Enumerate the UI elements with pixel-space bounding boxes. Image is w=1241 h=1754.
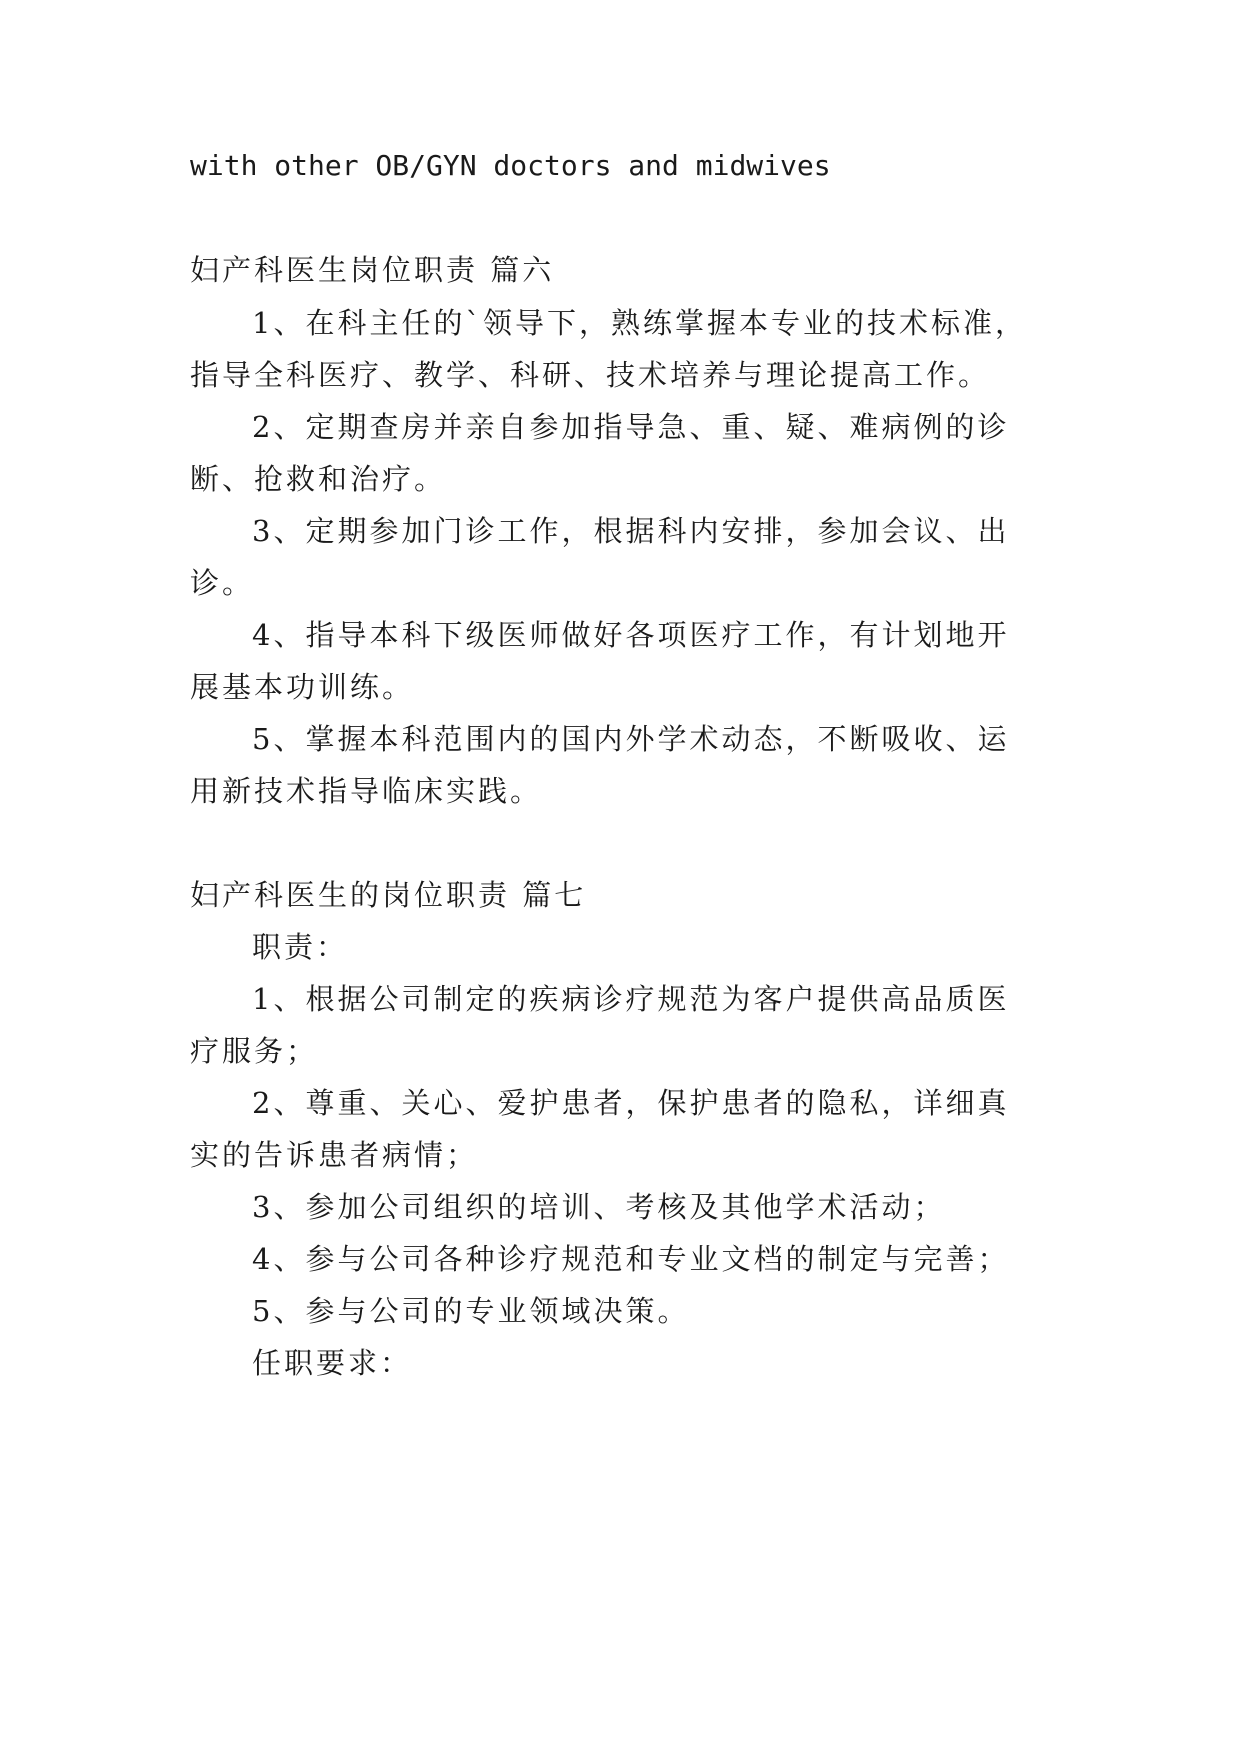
section7-item1-line2: 疗服务； [190, 1034, 319, 1068]
intro-line: with other OB/GYN doctors and midwives [190, 149, 831, 182]
section7-item5: 5、参与公司的专业领域决策。 [252, 1294, 690, 1328]
section7-item4: 4、参与公司各种诊疗规范和专业文档的制定与完善； [252, 1242, 1010, 1276]
section6-item2-line2: 断、抢救和治疗。 [190, 462, 447, 496]
section6-item1-line1: 1、在科主任的`领导下，熟练掌握本专业的技术标准， [252, 306, 1027, 340]
section6-item1-line2: 指导全科医疗、教学、科研、技术培养与理论提高工作。 [190, 358, 991, 392]
section6-item3-line1: 3、定期参加门诊工作，根据科内安排，参加会议、出 [252, 514, 1010, 548]
section6-item4-line2: 展基本功训练。 [190, 670, 415, 704]
section6-item5-line1: 5、掌握本科范围内的国内外学术动态，不断吸收、运 [252, 722, 1010, 756]
section7-item1-line1: 1、根据公司制定的疾病诊疗规范为客户提供高品质医 [252, 982, 1010, 1016]
section6-item3-line2: 诊。 [190, 566, 255, 600]
section6-item5-line2: 用新技术指导临床实践。 [190, 774, 543, 808]
section6-item4-line1: 4、指导本科下级医师做好各项医疗工作，有计划地开 [252, 618, 1010, 652]
section6-item2-line1: 2、定期查房并亲自参加指导急、重、疑、难病例的诊 [252, 410, 1010, 444]
section6-heading: 妇产科医生岗位职责 篇六 [190, 253, 555, 287]
section7-item2-line1: 2、尊重、关心、爱护患者，保护患者的隐私，详细真 [252, 1086, 1010, 1120]
section7-heading: 妇产科医生的岗位职责 篇七 [190, 878, 587, 912]
section7-requirements-label: 任职要求： [252, 1346, 413, 1380]
section7-item3: 3、参加公司组织的培训、考核及其他学术活动； [252, 1190, 946, 1224]
section7-item2-line2: 实的告诉患者病情； [190, 1138, 479, 1172]
section7-duties-label: 职责： [252, 930, 349, 964]
